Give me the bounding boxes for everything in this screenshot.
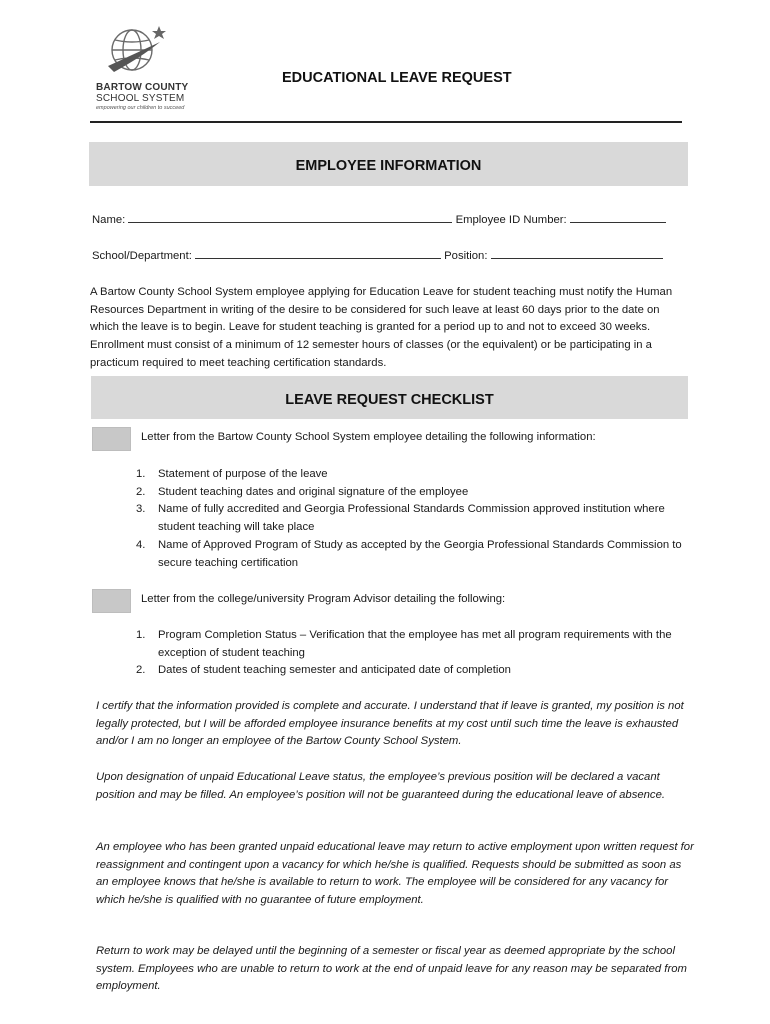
name-label: Name: [92, 214, 126, 226]
advisor-letter-requirements-list [136, 627, 706, 680]
page-title: EDUCATIONAL LEAVE REQUEST [282, 70, 512, 86]
school-position-row [92, 248, 663, 262]
position-label: Position: [444, 250, 488, 262]
list-item: 2. Dates of student teaching semester and anticipated date of completion [136, 664, 511, 677]
employee-letter-label: Letter from the Bartow County School System employee detailing the following information: [141, 431, 596, 443]
intro-paragraph: A Bartow County School System employee applying for Education Leave for student teaching must notify the Human Resources Department in writing of the desire to be considered for such leave at least 60 days prior to the date on which the leave is to begin. Leave for student teaching is granted for a period up to and not to exceed 30 weeks. Enrollment must consist of a minimum of 12 semester hours of classes (or the equivalent) or be participating in a practicum required to meet teaching certification standards. [90, 286, 673, 369]
logo-tagline: empowering our children to succeed [96, 105, 185, 111]
name-field[interactable] [128, 212, 452, 223]
advisor-letter-checkbox[interactable] [92, 589, 131, 613]
list-item: 1. Program Completion Status – Verification that the employee has met all program requirements with the exception of student teaching [136, 629, 672, 659]
employee-id-label: Employee ID Number: [455, 214, 567, 226]
advisor-letter-label: Letter from the college/university Program Advisor detailing the following: [141, 593, 506, 605]
logo-org-line2: SCHOOL SYSTEM [96, 93, 185, 104]
list-item: 1. Statement of purpose of the leave [136, 468, 328, 480]
return-request-statement: An employee who has been granted unpaid educational leave may return to active employment upon written request for reassignment and contingent upon a vacancy for which he/she is qualified. Requests should be submitted as soon as an employee knows that he/she is available to return to work. The employee will be considered for any vacancy for which he/she is qualified with no guarantee of future employment. [96, 841, 694, 907]
globe-icon [104, 22, 168, 80]
name-employee-id-row [92, 212, 666, 226]
employee-letter-requirements-list [136, 466, 696, 572]
employee-letter-checkbox[interactable] [92, 427, 131, 451]
school-system-logo [92, 22, 192, 112]
logo-org-line1: BARTOW COUNTY [96, 82, 189, 93]
return-delay-statement: Return to work may be delayed until the beginning of a semester or fiscal year as deemed appropriate by the school system. Employees who are unable to return to work at the end of unpaid leave for any reason may be separated from employment. [96, 945, 687, 993]
position-field[interactable] [491, 248, 663, 259]
employee-information-heading: EMPLOYEE INFORMATION [89, 142, 688, 186]
star-icon [152, 26, 166, 39]
list-item: 3. Name of fully accredited and Georgia Professional Standards Commission approved institution where student teaching will take place [136, 503, 665, 534]
school-department-label: School/Department: [92, 250, 192, 262]
title-divider [90, 121, 682, 123]
employee-id-field[interactable] [570, 212, 666, 223]
school-department-field[interactable] [195, 248, 441, 259]
list-item: 2. Student teaching dates and original signature of the employee [136, 485, 469, 498]
list-item: 4. Name of Approved Program of Study as accepted by the Georgia Professional Standards Commission to secure teaching certification [136, 538, 682, 569]
vacancy-statement: Upon designation of unpaid Educational Leave status, the employee’s previous position will be declared a vacant position and may be filled. An employee’s position will not be guaranteed during the educational leave of absence. [96, 771, 665, 801]
leave-request-checklist-heading: LEAVE REQUEST CHECKLIST [91, 376, 688, 419]
certification-statement: I certify that the information provided is complete and accurate. I understand that if leave is granted, my position is not legally protected, but I will be afforded employee insurance benefits at my cost until such time the leave is exhausted and/or I am no longer an employee of the Bartow County School System. [96, 700, 684, 748]
